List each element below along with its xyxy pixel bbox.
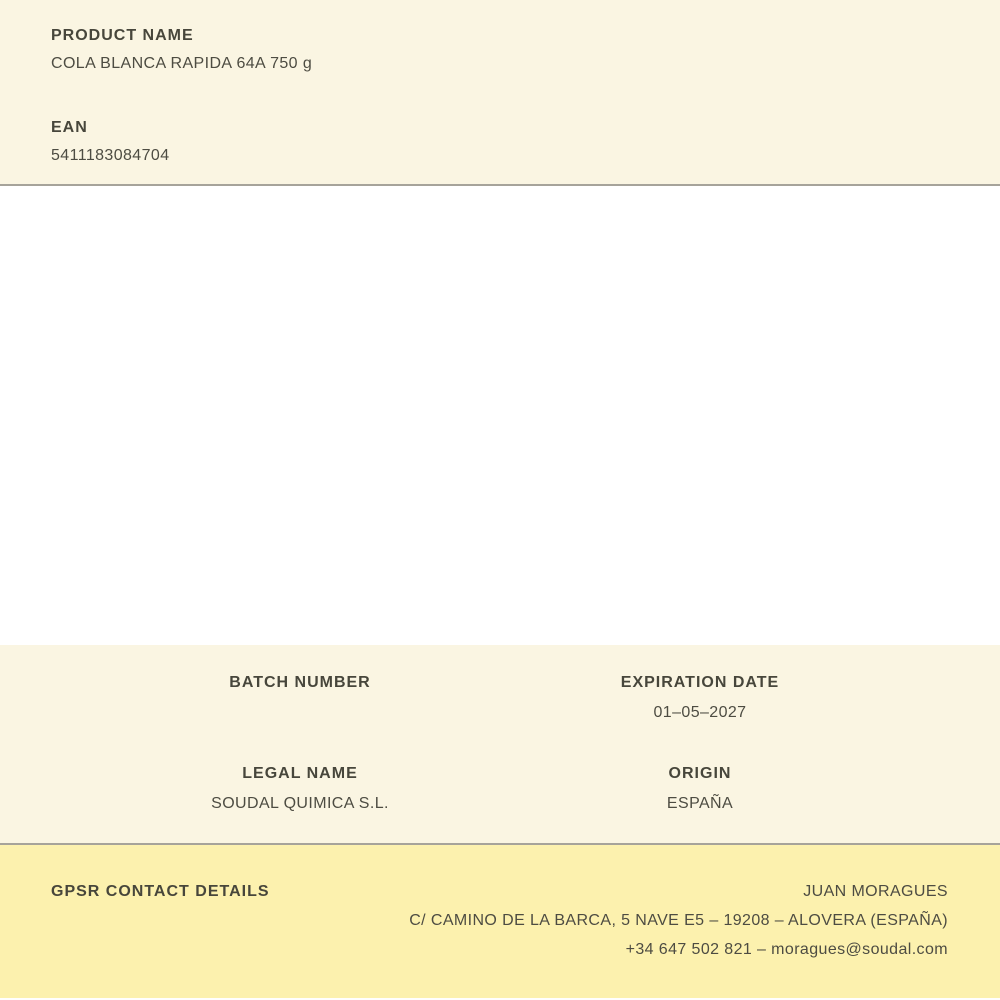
expiration-date-label: EXPIRATION DATE — [620, 674, 780, 691]
ean-field — [51, 118, 949, 165]
contact-phone-email: +34 647 502 821 – moragues@soudal.com — [625, 941, 948, 958]
origin-value: ESPAÑA — [666, 795, 734, 812]
ean-label: EAN — [51, 119, 88, 136]
legal-name-label: LEGAL NAME — [242, 765, 358, 782]
gpsr-title: GPSR CONTACT DETAILS — [51, 883, 270, 900]
origin-label: ORIGIN — [668, 765, 732, 782]
expiration-date-value: 01–05–2027 — [653, 704, 747, 721]
contact-name: JUAN MORAGUES — [803, 883, 948, 900]
contact-address: C/ CAMINO DE LA BARCA, 5 NAVE E5 – 19208 – ALOVERA (ESPAÑA) — [409, 912, 948, 929]
product-name-label: PRODUCT NAME — [51, 27, 194, 44]
product-info-section — [0, 0, 1000, 186]
gpsr-contact-block — [409, 881, 948, 961]
origin-cell — [500, 764, 900, 813]
product-name-value: COLA BLANCA RAPIDA 64A 750 g — [51, 55, 313, 72]
legal-name-value: SOUDAL QUIMICA S.L. — [211, 795, 389, 812]
shipment-details-section — [0, 645, 1000, 845]
details-grid — [100, 673, 900, 813]
expiration-date-cell — [500, 673, 900, 722]
ean-value: 5411183084704 — [51, 147, 170, 164]
product-image-area — [0, 186, 1000, 645]
gpsr-contact-section — [0, 845, 1000, 998]
legal-name-cell — [100, 764, 500, 813]
batch-number-cell — [100, 673, 500, 722]
product-name-field — [51, 26, 949, 73]
batch-number-label: BATCH NUMBER — [229, 674, 371, 691]
